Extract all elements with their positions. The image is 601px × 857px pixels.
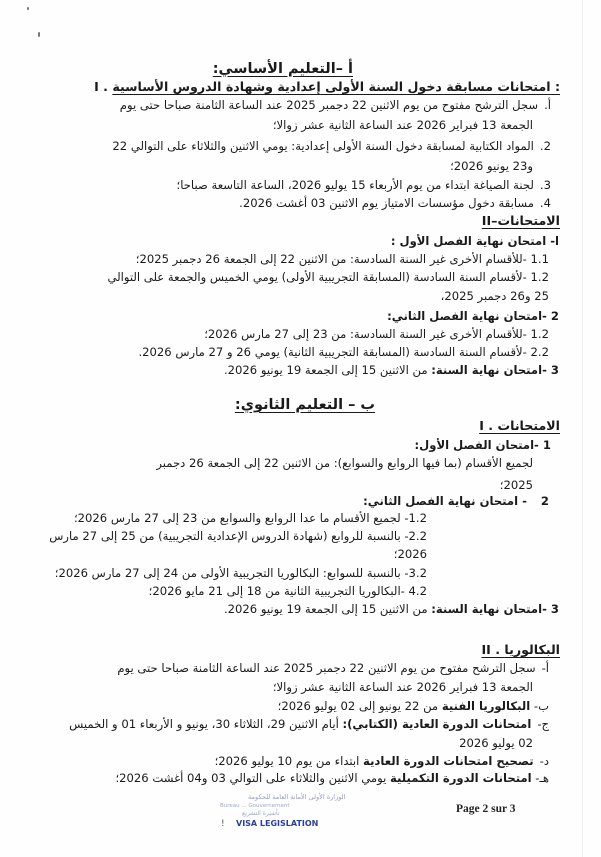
section-a-part1-heading xyxy=(94,80,560,94)
section-a-title: أ –التعليم الأساسي: xyxy=(212,61,353,77)
subsection-line: 3 -امتحان نهاية السنة: من الاثنين 15 إلى الجمعة 19 يونيو 2026. xyxy=(223,602,559,616)
list-item: 1.1 -للأقسام الأخرى غير السنة السادسة: من الاثنين 22 إلى الجمعة 26 دجمبر 2025؛ xyxy=(135,252,549,266)
page-number: Page 2 sur 3 xyxy=(456,803,516,815)
list-item: 2.المواد الكتابية لمسابقة دخول السنة الأولى إعدادية: يومي الاثنين والثلاثاء على التوالي 22 xyxy=(112,139,551,153)
subsection-title: 2 -امتحان نهاية الفصل الثاني: xyxy=(387,309,559,323)
list-item-continuation: 2026؛ xyxy=(393,547,427,561)
list-item: ج-امتحانات الدورة العادية (الكتابي): أيام الاثنين 29، الثلاثاء 30، يونيو و الأربعاء 01 و الخميس xyxy=(69,717,549,731)
section-b-title: ب – التعليم الثانوي: xyxy=(234,397,375,413)
page-edge-line xyxy=(582,0,583,857)
list-item: 3.2- بالنسبة للسوابع: البكالوريا التجريبية الأولى من 24 إلى 27 مارس 2026؛ xyxy=(54,566,427,580)
list-item: 2.2- بالنسبة للروابع (شهادة الدروس الإعدادية التجريبية) من 25 إلى 27 مارس xyxy=(49,529,427,543)
list-item-continuation: و23 يونيو 2026؛ xyxy=(450,159,533,173)
list-item: 4.مسابقة دخول مؤسسات الامتياز يوم الاثنين 03 أغشت 2026. xyxy=(239,196,551,210)
list-item: 3.لجنة الصياغة ابتداء من يوم الأربعاء 15 يوليو 2026، الساعة التاسعة صباحا؛ xyxy=(176,178,551,192)
list-item: 1.2 -لأقسام السنة السادسة (المسابقة التجريبية الأولى) يومي الخميس والجمعة على التوالي xyxy=(107,270,549,284)
list-item: هـ- امتحانات الدورة التكميلية يومي الاثنين والثلاثاء على التوالي 03 و04 أغشت 2026؛ xyxy=(115,771,549,785)
section-a-part2-heading: II–الامتحانات xyxy=(481,213,560,228)
heading-text: امتحانات مسابقة دخول السنة الأولى إعدادية وشهادة الدروس الأساسية : xyxy=(112,79,560,94)
list-item: لجميع الأقسام (بما فيها الروابع والسوابع): من الاثنين 22 إلى الجمعة 26 دجمبر xyxy=(156,456,533,470)
subsection-title: ا- امتحان نهاية الفصل الأول : xyxy=(390,234,559,248)
list-item-continuation: 2025؛ xyxy=(499,478,533,492)
section-b-part2-heading: II . البكالوريا xyxy=(481,642,560,657)
scan-speck xyxy=(38,32,40,37)
section-b-part1-heading: I . الامتحانات xyxy=(479,418,560,433)
subsection-title: 2- امتحان نهاية الفصل الثاني: xyxy=(363,494,549,508)
stamp-mark-icon: ! xyxy=(221,819,225,829)
list-item-continuation: 25 و26 دجمبر 2025، xyxy=(440,289,549,303)
scan-speck xyxy=(27,7,29,10)
list-item: 4.2 -البكالوريا التجريبية الثانية من 18 إلى 21 مايو 2026؛ xyxy=(148,584,427,598)
list-item: 2.2 -لأقسام السنة السادسة (المسابقة التجريبية الثانية) يومي 26 و 27 مارس 2026. xyxy=(138,345,549,359)
list-item: أ-سجل الترشح مفتوح من يوم الاثنين 22 دجمبر 2025 عند الساعة الثامنة صباحا حتى يوم xyxy=(117,661,549,675)
subsection-line: 3 -امتحان نهاية السنة: من الاثنين 15 إلى الجمعة 19 يونيو 2026. xyxy=(223,363,559,377)
heading-number: I . xyxy=(94,79,108,94)
list-item: 1.2 -للأقسام الأخرى غير السنة السادسة: من 23 إلى 27 مارس 2026؛ xyxy=(204,327,549,341)
subsection-title: 1 -امتحان الفصل الأول: xyxy=(414,438,551,452)
list-item-continuation: 02 يوليو 2026 xyxy=(459,736,533,750)
list-item: 1.2- لجميع الأقسام ما عدا الروابع والسوابع من 23 إلى 27 مارس 2026؛ xyxy=(73,511,427,525)
list-item-continuation: الجمعة 13 فبراير 2026 عند الساعة الثانية عشر زوالا؛ xyxy=(272,118,533,132)
list-item-continuation: الجمعة 13 فبراير 2026 عند الساعة الثانية عشر زوالا؛ xyxy=(272,680,533,694)
list-item: ب- البكالوريا الفنية من 22 يونيو إلى 02 يوليو 2026؛ xyxy=(277,699,549,713)
visa-legislation-stamp: الوزارة الأولى الأمانة العامة للحكومة Bureau ... Gouvernement تأشيرة التشريع ! VISA LEGISLATION xyxy=(220,793,346,829)
list-item: د-تصحيح امتحانات الدورة العادية ابتداء من يوم 10 يوليو 2026؛ xyxy=(214,754,549,768)
list-item: أ.سجل الترشح مفتوح من يوم الاثنين 22 دجمبر 2025 عند الساعة الثامنة صباحا حتى يوم xyxy=(119,98,551,112)
